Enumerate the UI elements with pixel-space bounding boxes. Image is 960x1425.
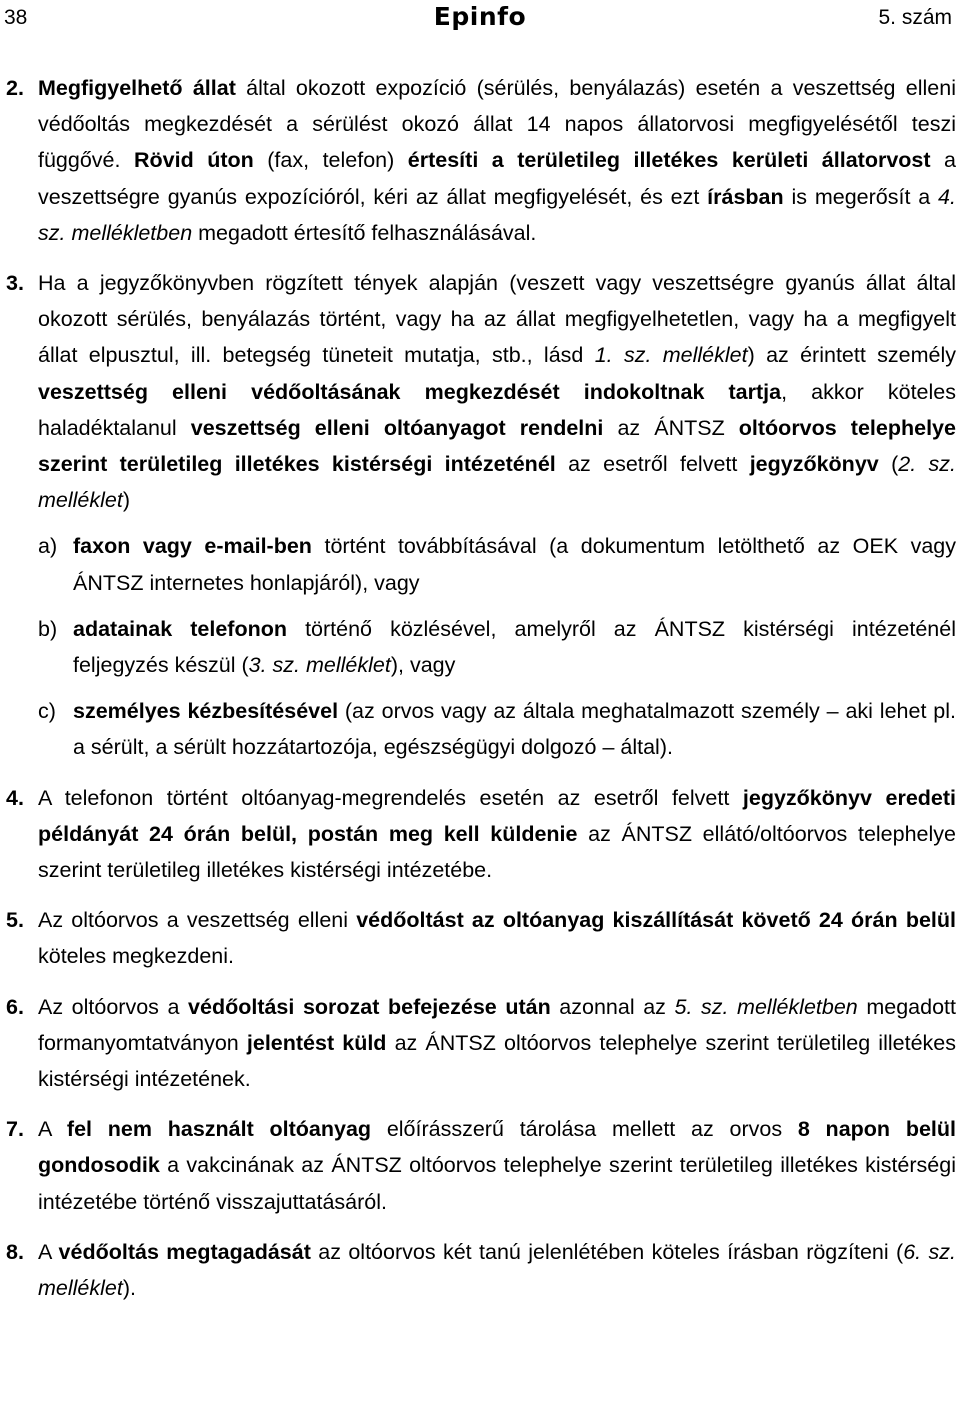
sub-item-label: c) (38, 699, 56, 724)
list-item-2 (6, 70, 956, 251)
text-run: az ÁNTSZ (603, 415, 739, 440)
italic-text-run: 4. sz. mellékletben (38, 184, 956, 245)
text-run: Az oltóorvos a (38, 994, 189, 1019)
italic-text-run: 5. sz. mellékletben (674, 994, 858, 1019)
list-item-4 (6, 780, 956, 889)
item-text (38, 989, 956, 1098)
text-run: ) (122, 488, 131, 513)
sub-item-a (38, 528, 956, 600)
text-run: megadott értesítő felhasználásával. (192, 220, 537, 245)
bold-text-run: Rövid úton (133, 148, 254, 173)
sub-item-label: b) (38, 616, 58, 641)
text-run: köteles megkezdeni. (38, 944, 234, 969)
sub-item-text (73, 528, 956, 600)
page-header (0, 0, 960, 40)
text-run: a veszettségre gyanús expozícióról, kéri az állat megfigyelését, és ezt (38, 148, 956, 209)
italic-text-run: 3. sz. melléklet (248, 653, 391, 678)
text-run: (fax, telefon) (253, 148, 408, 173)
sub-item-b (38, 611, 956, 683)
text-run: A (38, 1239, 59, 1264)
text-run: ). (122, 1276, 136, 1301)
sub-item-text (73, 611, 956, 683)
item-number: 6. (6, 994, 24, 1019)
bold-text-run: 8 napon belül gondosodik (38, 1117, 956, 1178)
sub-item-c (38, 693, 956, 765)
item-text (38, 1111, 956, 1220)
item-number: 7. (6, 1117, 24, 1142)
item-text (38, 780, 956, 889)
text-run: történő közlésével, amelyről az ÁNTSZ kistérségi intézeténél feljegyzés készül ( (73, 616, 956, 678)
text-run: a vakcinának az ÁNTSZ oltóorvos telephelye szerint területileg illetékes kistérségi intézetébe történő visszajuttatásáról. (38, 1153, 956, 1214)
bold-text-run: oltóorvos telephelye szerint területileg illetékes kistérségi intézeténél (38, 415, 956, 477)
item-number: 5. (6, 908, 24, 933)
bold-text-run: adatainak telefonon (73, 616, 287, 641)
item-text (38, 70, 956, 251)
text-run: A (38, 1117, 67, 1142)
text-run: Ha a jegyzőkönyvben rögzített tények alapján (veszett vagy veszettségre gyanús állat által okozott sérülés, benyálazás történt, vagy ha az állat megfigyelhetetlen, vagy ha a megfigyelt állat elpusztul, ill. betegség tüneteit mutatja, stb., lásd (38, 271, 956, 368)
sub-item-label: a) (38, 534, 58, 559)
bold-text-run: veszettség elleni védőoltásának megkezdését indokoltnak tartja (38, 379, 782, 404)
bold-text-run: faxon vagy e-mail-ben (73, 534, 312, 559)
bold-text-run: veszettség elleni oltóanyagot rendelni (190, 415, 604, 440)
item-number: 8. (6, 1239, 24, 1264)
item-number: 3. (6, 271, 24, 296)
item-number: 4. (6, 785, 24, 810)
italic-text-run: 1. sz. melléklet (594, 343, 748, 368)
bold-text-run: Megfigyelhető állat (38, 76, 236, 100)
text-run: megadott formanyomtatványon (38, 994, 956, 1055)
text-run: Az oltóorvos a veszettség elleni (38, 908, 357, 933)
item-text (38, 902, 956, 974)
italic-text-run: 6. sz. melléklet (38, 1239, 956, 1301)
bold-text-run: védőoltás megtagadását (58, 1239, 311, 1264)
text-run: is megerősít a (783, 184, 939, 209)
bold-text-run: jegyzőkönyv eredeti példányát 24 órán belül, postán meg kell küldenie (38, 785, 956, 846)
sub-item-text (73, 693, 956, 765)
item-number: 2. (6, 76, 24, 100)
list-item-3 (6, 265, 956, 766)
text-run: előírásszerű tárolása mellett az orvos (371, 1117, 798, 1142)
item-text (38, 265, 956, 766)
bold-text-run: írásban (707, 184, 784, 209)
page-number: 38 (4, 6, 28, 29)
text-run: A telefonon történt oltóanyag-megrendelés esetén az esetről felvett (38, 785, 743, 810)
bold-text-run: jelentést küld (246, 1030, 387, 1055)
list-item-7 (6, 1111, 956, 1220)
list-item-8 (6, 1234, 956, 1306)
epinfo-logo: Epinfo (433, 2, 527, 31)
document-body (6, 70, 956, 1306)
item-paragraph (38, 265, 956, 518)
text-run: (az orvos vagy az általa meghatalmazott személy – aki lehet pl. a sérült, a sérült hozzátartozója, egészségügyi dolgozó – által). (73, 699, 956, 760)
list-item-6 (6, 989, 956, 1098)
text-run: azonnal az (550, 994, 675, 1019)
text-run: az oltóorvos két tanú jelenlétében köteles írásban rögzíteni ( (310, 1239, 904, 1264)
text-run: ( (878, 452, 899, 477)
text-run: , akkor köteles haladéktalanul (38, 379, 956, 440)
text-run: ) az érintett személy (747, 343, 957, 368)
bold-text-run: jegyzőkönyv (749, 452, 879, 477)
italic-text-run: 2. sz. melléklet (38, 452, 956, 513)
bold-text-run: védőoltást az oltóanyag kiszállítását követő 24 órán belül (356, 908, 956, 933)
text-run: ), vagy (390, 653, 456, 678)
bold-text-run: fel nem használt oltóanyag (66, 1117, 372, 1142)
bold-text-run: értesíti a területileg illetékes kerületi állatorvost (407, 148, 931, 173)
text-run: az esetről felvett (555, 452, 750, 477)
issue-number: 5. szám (878, 6, 952, 29)
text-run: az ÁNTSZ oltóorvos telephelye szerint területileg illetékes kistérségi intézetének. (38, 1030, 956, 1092)
bold-text-run: védőoltási sorozat befejezése után (188, 994, 551, 1019)
text-run: az ÁNTSZ ellátó/oltóorvos telephelye szerint területileg illetékes kistérségi intézetébe. (38, 821, 956, 883)
bold-text-run: személyes kézbesítésével (73, 699, 339, 724)
list-item-5 (6, 902, 956, 974)
text-run: történt továbbításával (a dokumentum letölthető az OEK vagy ÁNTSZ internetes honlapjáról), vagy (73, 534, 956, 595)
text-run: által okozott expozíció (sérülés, benyálazás) esetén a veszettség elleni védőoltás megkezdését a sérülést okozó állat 14 napos állatorvosi megfigyelésétől teszi függővé. (38, 76, 956, 173)
item-text (38, 1234, 956, 1306)
